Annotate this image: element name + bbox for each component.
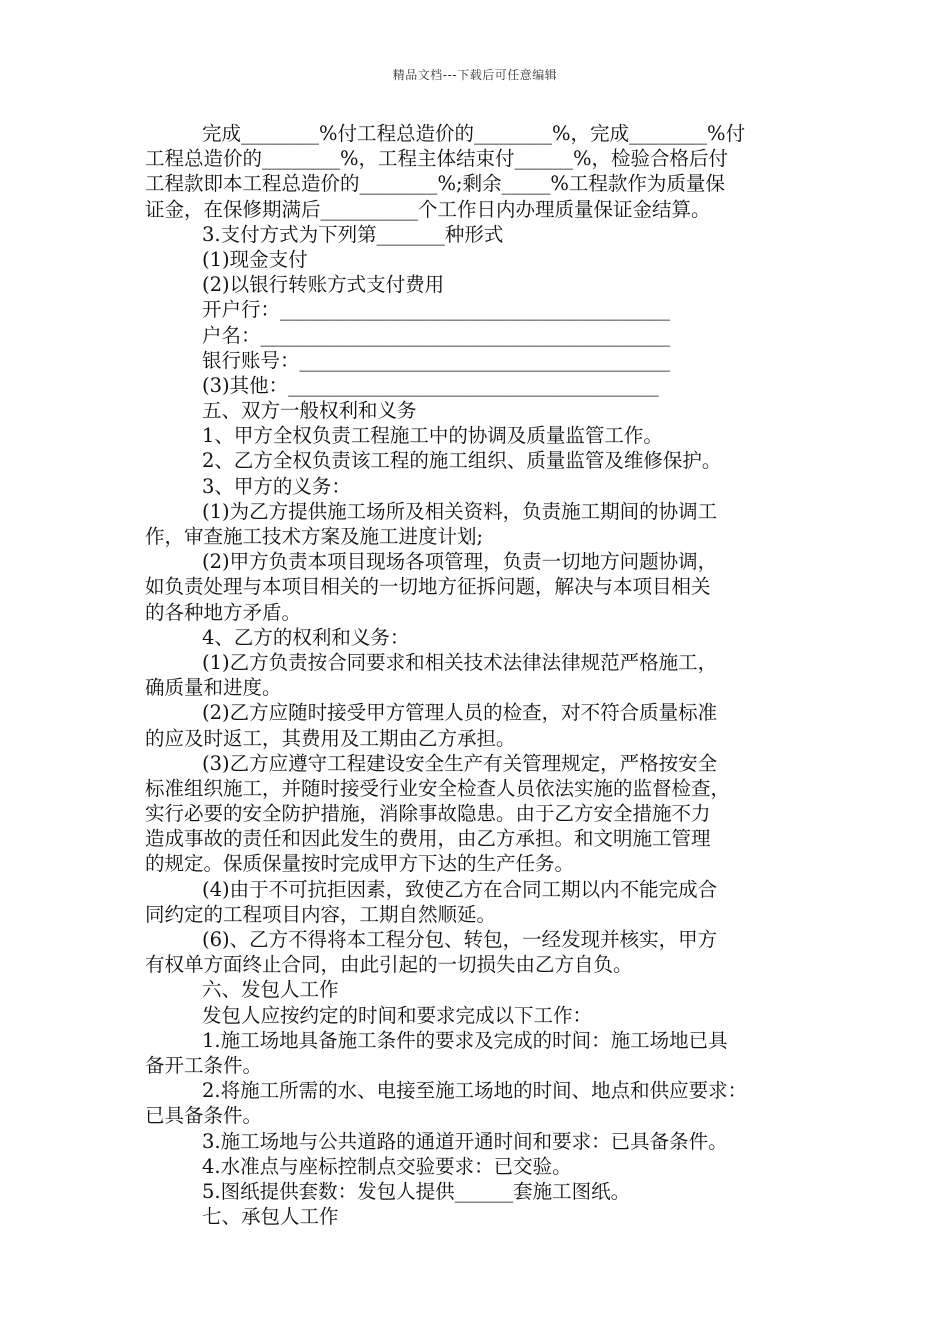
text-line: 3.支付方式为下列第_______种形式: [202, 222, 504, 246]
text-line: 银行账号：______________________________________: [202, 348, 671, 372]
text-line: 实行必要的安全防护措施，消除事故隐患。由于乙方安全措施不力: [145, 802, 711, 826]
text-line: 1.施工场地具备施工条件的要求及完成的时间：施工场地已具: [202, 1028, 728, 1052]
text-line: (3)乙方应遵守工程建设安全生产有关管理规定，严格按安全: [202, 751, 718, 775]
text-line: (2)乙方应随时接受甲方管理人员的检查，对不符合质量标准: [202, 701, 718, 725]
text-line: (6)、乙方不得将本工程分包、转包，一经发现并核实，甲方: [202, 928, 718, 951]
text-line: (1)乙方负责按合同要求和相关技术法律法律规范严格施工，: [202, 650, 718, 674]
text-line: 2.将施工所需的水、电接至施工场地的时间、地点和供应要求：: [202, 1079, 748, 1103]
text-line: 的应及时返工，其费用及工期由乙方承担。: [145, 726, 516, 750]
document-body: [145, 121, 810, 1229]
text-line: 备开工条件。: [145, 1053, 263, 1077]
text-line: 的规定。保质保量按时完成甲方下达的生产任务。: [145, 852, 575, 876]
text-line: 确质量和进度。: [145, 676, 282, 700]
text-line: 的各种地方矛盾。: [145, 600, 302, 624]
text-line: (3)其他：______________________________________: [202, 373, 659, 397]
text-line: 户名：__________________________________________: [202, 323, 671, 347]
text-line: 如负责处理与本项目相关的一切地方征拆问题，解决与本项目相关: [145, 575, 711, 599]
text-line: 5.图纸提供套数：发包人提供______套施工图纸。: [202, 1179, 631, 1203]
text-line: (2)甲方负责本项目现场各项管理，负责一切地方问题协调，: [202, 550, 718, 574]
text-line: 完成________%付工程总造价的________%，完成________%付: [202, 122, 746, 145]
text-line: 3、甲方的义务：: [202, 474, 351, 498]
text-line: 造成事故的责任和因此发生的费用，由乙方承担。和文明施工管理: [145, 827, 711, 851]
text-line: 七、承包人工作: [202, 1205, 339, 1229]
text-line: 工程款即本工程总造价的________%;剩余_____%工程款作为质量保: [145, 172, 725, 196]
text-line: 工程总造价的________%，工程主体结束付______%，检验合格后付: [145, 147, 729, 171]
text-line: 同约定的工程项目内容，工期自然顺延。: [145, 902, 497, 926]
text-line: (1)现金支付: [202, 247, 308, 271]
text-line: 标准组织施工，并随时接受行业安全检查人员依法实施的监督检查，: [145, 776, 731, 800]
text-line: (2)以银行转账方式支付费用: [202, 273, 445, 297]
text-line: 4、乙方的权利和义务：: [202, 625, 410, 649]
text-line: 证金，在保修期满后__________个工作日内办理质量保证金结算。: [145, 197, 711, 221]
text-line: 1、甲方全权负责工程施工中的协调及质量监管工作。: [202, 424, 663, 448]
text-line: 六、发包人工作: [202, 978, 339, 1002]
text-line: (1)为乙方提供施工场所及相关资料，负责施工期间的协调工: [202, 499, 718, 523]
page-header: 精品文档---下载后可任意编辑: [392, 68, 558, 82]
text-line: 3.施工场地与公共道路的通道开通时间和要求：已具备条件。: [202, 1129, 728, 1153]
text-line: 作，审查施工技术方案及施工进度计划;: [145, 525, 484, 548]
text-line: 五、双方一般权利和义务: [202, 399, 417, 423]
text-line: 4.水准点与座标控制点交验要求：已交验。: [202, 1154, 572, 1178]
text-line: 发包人应按约定的时间和要求完成以下工作：: [202, 1003, 593, 1027]
text-line: 有权单方面终止合同，由此引起的一切损失由乙方自负。: [145, 953, 633, 977]
text-line: 开户行：________________________________________: [202, 298, 671, 322]
text-line: (4)由于不可抗拒因素，致使乙方在合同工期以内不能完成合: [202, 877, 718, 901]
text-line: 已具备条件。: [145, 1104, 263, 1128]
text-line: 2、乙方全权负责该工程的施工组织、质量监管及维修保护。: [202, 449, 722, 473]
